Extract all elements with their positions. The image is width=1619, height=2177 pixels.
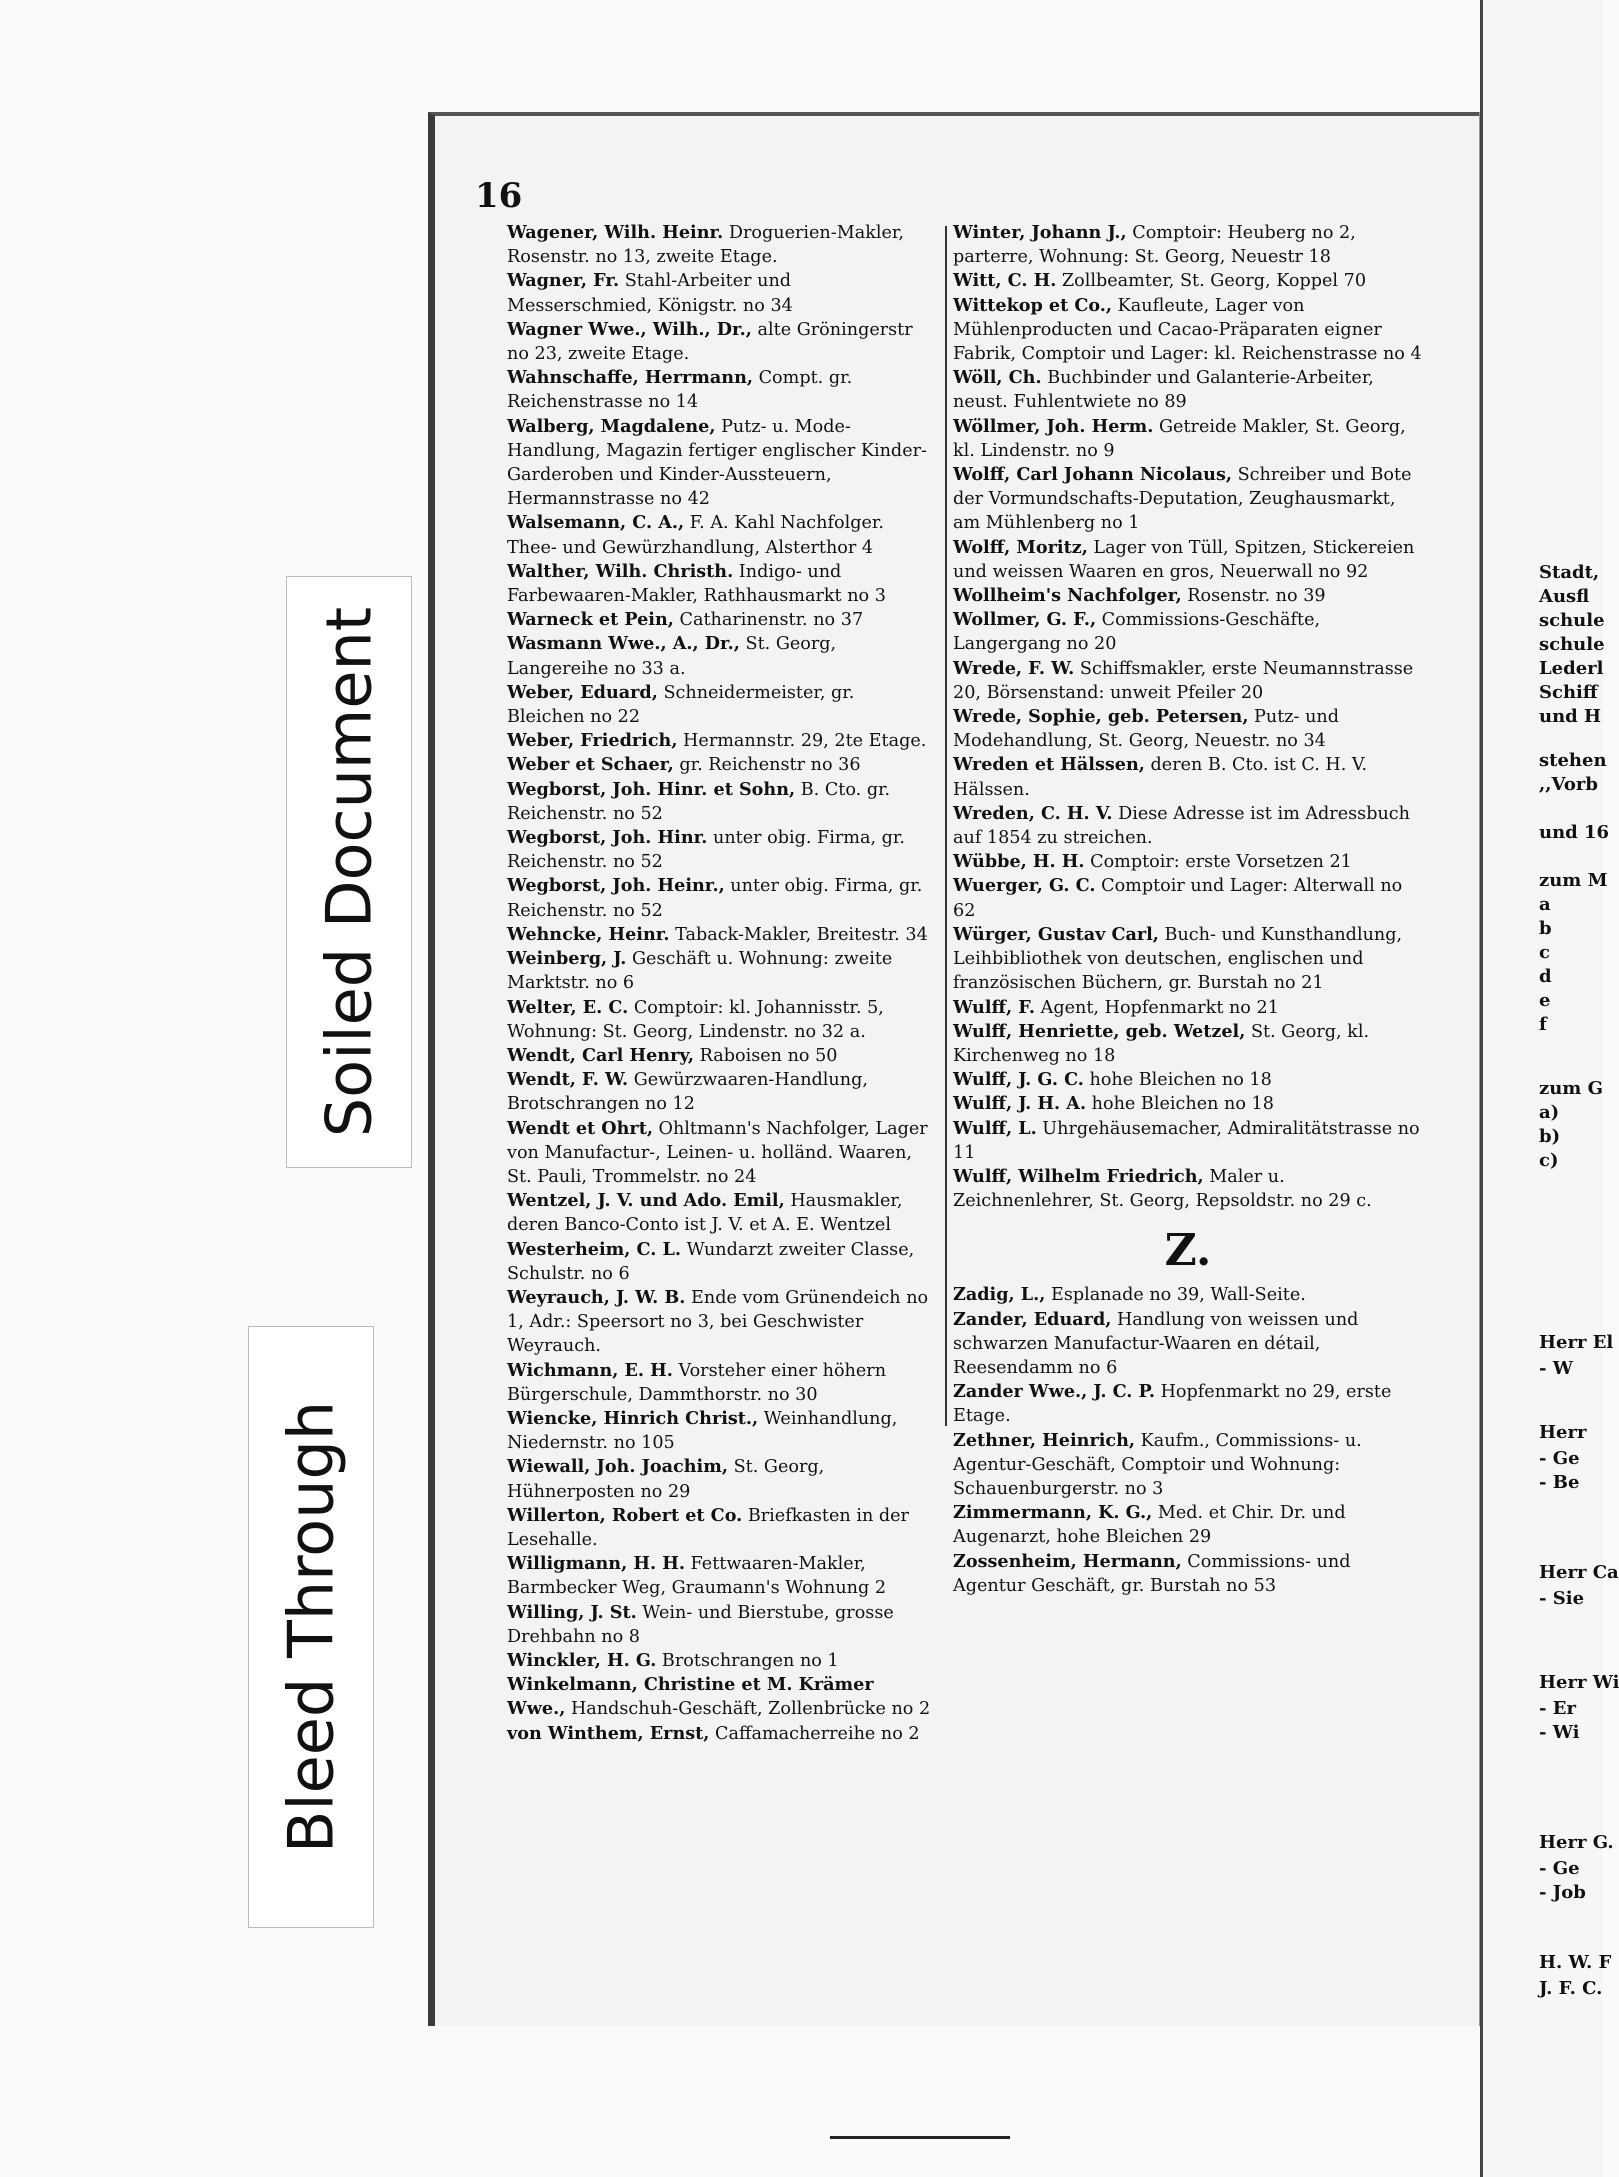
- entry-details: Wundarzt zweiter Classe, Schulstr. no 6: [507, 1239, 915, 1284]
- directory-entry: [953, 705, 1423, 753]
- adjacent-page-text: schule: [1539, 634, 1605, 655]
- directory-entry: [507, 1722, 937, 1746]
- directory-entry: [507, 1359, 937, 1407]
- entry-name: Wagener, Wilh. Heinr.: [507, 222, 724, 243]
- entry-details: hohe Bleichen no 18: [1083, 1070, 1272, 1091]
- entry-details: unter obig. Firma, gr. Reichenstr. no 52: [507, 876, 923, 921]
- adjacent-page-text: Herr: [1539, 1422, 1587, 1443]
- entry-details: Handlung von weissen und schwarzen Manufactur-Waaren en détail, Reesendamm no 6: [953, 1309, 1359, 1378]
- entry-details: Gewürzwaaren-Handlung, Brotschrangen no 12: [507, 1070, 868, 1115]
- directory-entry: [507, 269, 937, 317]
- entry-details: Taback-Makler, Breitestr. 34: [669, 924, 928, 945]
- adjacent-page-text: b): [1539, 1126, 1561, 1147]
- entry-name: Wittekop et Co.,: [953, 294, 1113, 316]
- entry-name: Wasmann Wwe., A., Dr.,: [507, 633, 740, 655]
- entry-details: Weinhandlung, Niedernstr. no 105: [507, 1408, 898, 1454]
- directory-entry: [507, 923, 937, 947]
- directory-entry: [953, 294, 1423, 367]
- adjacent-page-text: Stadt,: [1539, 562, 1600, 583]
- entry-name: Wulff, Henriette, geb. Wetzel,: [953, 1020, 1246, 1042]
- entry-name: Wendt, F. W.: [507, 1069, 629, 1091]
- entry-name: Wiewall, Joh. Joachim,: [507, 1456, 728, 1478]
- directory-entry: [953, 608, 1423, 656]
- entry-details: hohe Bleichen no 18: [1086, 1094, 1274, 1115]
- entry-details: B. Cto. gr. Reichenstr. no 52: [507, 779, 891, 824]
- entry-details: Schiffsmakler, erste Neumannstrasse 20, Börsenstand: unweit Pfeiler 20: [953, 658, 1414, 703]
- entry-name: Zander Wwe., J. C. P.: [953, 1381, 1155, 1403]
- directory-entry: [507, 753, 937, 777]
- directory-entry: [507, 1117, 937, 1190]
- entry-details: Med. et Chir. Dr. und Augenarzt, hohe Bleichen 29: [953, 1503, 1346, 1548]
- directory-entry: [953, 1020, 1423, 1068]
- entry-name: Wagner, Fr.: [507, 270, 620, 292]
- adjacent-page-text: - Ge: [1539, 1448, 1580, 1469]
- adjacent-page-text: Ausfl: [1539, 586, 1590, 607]
- entry-name: Wendt, Carl Henry,: [507, 1044, 695, 1066]
- entry-details: Schreiber und Bote der Vormundschafts-Deputation, Zeughausmarkt, am Mühlenberg no 1: [953, 465, 1412, 534]
- directory-entry: [953, 536, 1423, 584]
- entry-details: Zollbeamter, St. Georg, Koppel 70: [1056, 271, 1367, 292]
- adjacent-page-text: d: [1539, 966, 1552, 987]
- entry-name: Wulff, J. H. A.: [953, 1093, 1087, 1115]
- directory-entry: [507, 1189, 937, 1237]
- entry-name: Wulff, L.: [953, 1117, 1037, 1139]
- adjacent-page-text: Schiff: [1539, 682, 1598, 703]
- left-column: [507, 221, 937, 1746]
- entry-name: Wegborst, Joh. Hinr.: [507, 827, 708, 849]
- adjacent-page-text: Herr Wi: [1539, 1672, 1619, 1693]
- directory-entry: [507, 560, 937, 608]
- entry-name: Wrede, Sophie, geb. Petersen,: [953, 706, 1249, 728]
- entry-details: unter obig. Firma, gr. Reichenstr. no 52: [507, 828, 905, 873]
- adjacent-page-text: schule: [1539, 610, 1605, 631]
- adjacent-page-text: stehen: [1539, 750, 1607, 771]
- directory-entry: [507, 1649, 937, 1673]
- entry-name: Zossenheim, Hermann,: [953, 1550, 1182, 1572]
- directory-entry: [507, 608, 937, 632]
- entry-name: Witt, C. H.: [953, 270, 1057, 292]
- right-column: [953, 221, 1423, 1598]
- entry-name: Winkelmann, Christine et M. Krämer Wwe.,: [507, 1674, 874, 1720]
- adjacent-page-text: c: [1539, 942, 1550, 963]
- entry-details: Briefkasten in der Lesehalle.: [507, 1505, 909, 1550]
- adjacent-page-text: e: [1539, 990, 1551, 1011]
- adjacent-page-text: und 16: [1539, 822, 1610, 843]
- directory-entry: [953, 221, 1423, 269]
- adjacent-page-fragment: [1480, 0, 1619, 2177]
- directory-entry: [507, 1238, 937, 1286]
- directory-entry: [953, 1068, 1423, 1092]
- directory-entry: [953, 1283, 1423, 1307]
- entry-details: Buch- und Kunsthandlung, Leihbibliothek von deutschen, englischen und französischen Büchern, gr. Burstah no 21: [953, 924, 1403, 994]
- entry-details: Lager von Tüll, Spitzen, Stickereien und weissen Waaren en gros, Neuerwall no 92: [953, 537, 1415, 582]
- entry-name: Wollmer, G. F.,: [953, 609, 1097, 631]
- adjacent-page-text: Lederl: [1539, 658, 1604, 679]
- directory-entry: [953, 996, 1423, 1020]
- entry-name: Wübbe, H. H.: [953, 851, 1085, 873]
- entry-details: Getreide Makler, St. Georg, kl. Lindenstr. no 9: [953, 416, 1406, 461]
- entry-name: Wolff, Moritz,: [953, 536, 1088, 558]
- directory-entry: [953, 366, 1423, 414]
- directory-entry: [507, 221, 937, 269]
- entry-details: alte Gröningerstr no 23, zweite Etage.: [507, 319, 913, 365]
- adjacent-page-text: c): [1539, 1150, 1559, 1171]
- entry-details: Geschäft u. Wohnung: zweite Marktstr. no 6: [507, 949, 893, 994]
- entry-name: Wöll, Ch.: [953, 367, 1042, 389]
- entry-details: Diese Adresse ist im Adressbuch auf 1854 zu streichen.: [953, 803, 1410, 849]
- directory-entry: [507, 947, 937, 995]
- entry-details: Putz- und Modehandlung, St. Georg, Neuestr. no 34: [953, 707, 1340, 752]
- entry-details: F. A. Kahl Nachfolger. Thee- und Gewürzhandlung, Alsterthor 4: [507, 513, 884, 558]
- soiled-document-label: [286, 576, 412, 1168]
- entry-name: Welter, E. C.: [507, 996, 629, 1018]
- entry-name: Zander, Eduard,: [953, 1308, 1112, 1330]
- adjacent-page-text: - Wi: [1539, 1722, 1580, 1743]
- adjacent-page-text: - Be: [1539, 1472, 1580, 1493]
- entry-name: Zadig, L.,: [953, 1284, 1046, 1306]
- directory-entry: [953, 1165, 1423, 1213]
- directory-entry: [507, 511, 937, 559]
- entry-name: Weinberg, J.: [507, 948, 627, 970]
- adjacent-page-text: - W: [1539, 1358, 1573, 1379]
- column-divider: [945, 226, 947, 1426]
- adjacent-page-text: zum M: [1539, 870, 1608, 891]
- adjacent-page-text: - Ge: [1539, 1858, 1580, 1879]
- entry-details: Hermannstr. 29, 2te Etage.: [677, 731, 927, 752]
- entry-details: Agent, Hopfenmarkt no 21: [1035, 997, 1279, 1018]
- directory-entry: [507, 632, 937, 680]
- entry-details: Handschuh-Geschäft, Zollenbrücke no 2: [565, 1699, 931, 1720]
- directory-entry: [953, 1092, 1423, 1116]
- directory-entry: [507, 729, 937, 753]
- adjacent-page-text: Herr El: [1539, 1332, 1614, 1353]
- directory-entry: [507, 1601, 937, 1649]
- entry-details: Hopfenmarkt no 29, erste Etage.: [953, 1382, 1392, 1427]
- adjacent-page-text: ,,Vorb: [1539, 774, 1598, 795]
- entry-details: Compt. gr. Reichenstrasse no 14: [507, 368, 853, 413]
- entry-name: Willing, J. St.: [507, 1601, 637, 1623]
- entry-name: Walsemann, C. A.,: [507, 512, 685, 534]
- directory-entry: [507, 1673, 937, 1721]
- entry-name: Walberg, Magdalene,: [507, 415, 716, 437]
- adjacent-page-text: zum G: [1539, 1078, 1603, 1099]
- adjacent-page-text: J. F. C.: [1539, 1978, 1603, 1999]
- directory-entry: [953, 269, 1423, 293]
- entry-details: Ende vom Grünendeich no 1, Adr.: Speersort no 3, bei Geschwister Weyrauch.: [507, 1287, 929, 1357]
- directory-entry: [953, 753, 1423, 801]
- directory-entry: [953, 1308, 1423, 1381]
- adjacent-page-text: - Job: [1539, 1882, 1586, 1903]
- soiled-document-text: Soiled Document: [312, 606, 386, 1138]
- entry-details: Indigo- und Farbewaaren-Makler, Rathhausmarkt no 3: [507, 561, 886, 607]
- entry-details: Fettwaaren-Makler, Barmbecker Weg, Graumann's Wohnung 2: [507, 1554, 887, 1599]
- directory-entry: [507, 778, 937, 826]
- entry-name: Wahnschaffe, Herrmann,: [507, 367, 753, 389]
- entry-name: von Winthem, Ernst,: [507, 1722, 710, 1744]
- entry-details: Kaufm., Commissions- u. Agentur-Geschäft, Comptoir und Wohnung: Schauenburgerstr. no 3: [953, 1430, 1362, 1499]
- directory-entry: [507, 318, 937, 366]
- directory-entry: [507, 415, 937, 512]
- entry-name: Zimmermann, K. G.,: [953, 1502, 1153, 1524]
- entry-name: Weber, Eduard,: [507, 681, 658, 703]
- entry-name: Wreden et Hälssen,: [953, 754, 1145, 776]
- entry-details: Uhrgehäusemacher, Admiralitätstrasse no 11: [953, 1118, 1420, 1163]
- entry-details: Rosenstr. no 39: [1181, 586, 1326, 607]
- entry-details: Commissions- und Agentur Geschäft, gr. Burstah no 53: [953, 1551, 1351, 1596]
- entry-name: Wehncke, Heinr.: [507, 923, 670, 945]
- entry-details: Comptoir: erste Vorsetzen 21: [1084, 852, 1352, 873]
- section-letter-z: Z.: [1164, 1225, 1212, 1277]
- adjacent-page-text: - Er: [1539, 1698, 1576, 1719]
- entry-name: Wagner Wwe., Wilh., Dr.,: [507, 318, 752, 340]
- entry-details: St. Georg, Langereihe no 33 a.: [507, 634, 837, 679]
- directory-entry: [507, 681, 937, 729]
- directory-entry: [953, 1550, 1423, 1598]
- directory-entry: [507, 366, 937, 414]
- entry-details: Wein- und Bierstube, grosse Drehbahn no 8: [507, 1602, 894, 1647]
- entry-details: Commissions-Geschäfte, Langergang no 20: [953, 610, 1321, 655]
- entry-details: Raboisen no 50: [694, 1045, 838, 1066]
- entry-name: Wichmann, E. H.: [507, 1359, 673, 1381]
- directory-entry: [507, 1068, 937, 1116]
- directory-entry: [507, 1455, 937, 1503]
- directory-entry: [953, 1380, 1423, 1428]
- entry-name: Wrede, F. W.: [953, 657, 1075, 679]
- entry-name: Willigmann, H. H.: [507, 1553, 685, 1575]
- directory-entry: [953, 923, 1423, 996]
- directory-entry: [953, 1501, 1423, 1549]
- directory-entry: [507, 1044, 937, 1068]
- adjacent-page-text: Herr Ca: [1539, 1562, 1619, 1583]
- entry-details: Droguerien-Makler, Rosenstr. no 13, zweite Etage.: [507, 223, 904, 268]
- directory-entry: [507, 1407, 937, 1455]
- directory-entry: [953, 463, 1423, 536]
- bottom-rule: [830, 2136, 1010, 2139]
- entry-name: Wentzel, J. V. und Ado. Emil,: [507, 1190, 785, 1212]
- entry-details: Putz- u. Mode-Handlung, Magazin fertiger englischer Kinder-Garderoben und Kinder-Aussteuern, Hermannstrasse no 42: [507, 416, 927, 510]
- adjacent-page-text: Herr G.: [1539, 1832, 1614, 1853]
- entry-details: Hausmakler, deren Banco-Conto ist J. V. et A. E. Wentzel: [507, 1191, 903, 1236]
- entry-name: Westerheim, C. L.: [507, 1238, 681, 1260]
- entry-name: Weber et Schaer,: [507, 754, 674, 776]
- entry-details: Maler u. Zeichnenlehrer, St. Georg, Repsoldstr. no 29 c.: [953, 1166, 1372, 1212]
- entry-details: Brotschrangen no 1: [656, 1650, 839, 1671]
- directory-entry: [953, 1429, 1423, 1502]
- entry-details: Kaufleute, Lager von Mühlenproducten und Cacao-Präparaten eigner Fabrik, Comptoir und Lager: kl. Reichenstrasse no 4: [953, 295, 1422, 365]
- directory-entry: [953, 657, 1423, 705]
- directory-entry: [507, 996, 937, 1044]
- directory-entry: [507, 1286, 937, 1359]
- directory-entry: [953, 802, 1423, 850]
- entry-name: Wollheim's Nachfolger,: [953, 585, 1182, 607]
- entry-details: Catharinenstr. no 37: [673, 610, 864, 631]
- entry-name: Wreden, C. H. V.: [953, 802, 1113, 824]
- adjacent-page-text: und H: [1539, 706, 1602, 727]
- adjacent-page-text: - Sie: [1539, 1588, 1585, 1609]
- entry-name: Wegborst, Joh. Hinr. et Sohn,: [507, 778, 796, 800]
- bleed-through-text: Bleed Through: [274, 1400, 348, 1854]
- entry-name: Willerton, Robert et Co.: [507, 1504, 743, 1526]
- entry-details: Comptoir: kl. Johannisstr. 5, Wohnung: St. Georg, Lindenstr. no 32 a.: [507, 997, 884, 1042]
- entry-name: Weber, Friedrich,: [507, 730, 678, 752]
- entry-details: St. Georg, kl. Kirchenweg no 18: [953, 1021, 1370, 1066]
- entry-name: Warneck et Pein,: [507, 609, 674, 631]
- entry-details: Schneidermeister, gr. Bleichen no 22: [507, 682, 855, 728]
- entry-name: Wegborst, Joh. Heinr.,: [507, 875, 725, 897]
- entry-details: Stahl-Arbeiter und Messerschmied, Königstr. no 34: [507, 271, 793, 316]
- entry-details: gr. Reichenstr no 36: [673, 755, 861, 776]
- entry-name: Weyrauch, J. W. B.: [507, 1286, 686, 1308]
- entry-name: Winter, Johann J.,: [953, 222, 1127, 243]
- adjacent-page-text: f: [1539, 1014, 1547, 1035]
- entry-details: Esplanade no 39, Wall-Seite.: [1045, 1285, 1306, 1306]
- entry-name: Zethner, Heinrich,: [953, 1429, 1136, 1451]
- directory-entry: [953, 584, 1423, 608]
- entry-details: Comptoir und Lager: Alterwall no 62: [953, 876, 1403, 921]
- entry-name: Wiencke, Hinrich Christ.,: [507, 1407, 759, 1429]
- entry-details: Comptoir: Heuberg no 2, parterre, Wohnung: St. Georg, Neuestr 18: [953, 223, 1356, 268]
- entry-name: Wendt et Ohrt,: [507, 1117, 653, 1139]
- entry-name: Winckler, H. G.: [507, 1649, 657, 1671]
- entry-name: Wulff, Wilhelm Friedrich,: [953, 1165, 1204, 1187]
- entry-name: Wolff, Carl Johann Nicolaus,: [953, 464, 1232, 486]
- entry-name: Wöllmer, Joh. Herm.: [953, 415, 1154, 437]
- directory-entry: [507, 874, 937, 922]
- bleed-through-label: [248, 1326, 374, 1928]
- adjacent-page-text: a: [1539, 894, 1551, 915]
- directory-entry: [953, 415, 1423, 463]
- directory-entry: [953, 874, 1423, 922]
- page-number: 16: [475, 176, 523, 216]
- adjacent-page-text: b: [1539, 918, 1552, 939]
- directory-entry: [953, 850, 1423, 874]
- directory-entry: [507, 1504, 937, 1552]
- directory-page: [428, 112, 1479, 2026]
- entry-name: Wuerger, G. C.: [953, 875, 1096, 897]
- entry-details: St. Georg, Hühnerposten no 29: [507, 1457, 825, 1502]
- directory-entry: [953, 1117, 1423, 1165]
- adjacent-page-text: H. W. F: [1539, 1952, 1612, 1973]
- entry-name: Walther, Wilh. Christh.: [507, 560, 734, 582]
- entry-name: Wulff, J. G. C.: [953, 1069, 1084, 1091]
- adjacent-page-text: a): [1539, 1102, 1560, 1123]
- entry-details: Buchbinder und Galanterie-Arbeiter, neust. Fuhlentwiete no 89: [953, 368, 1374, 413]
- entry-details: Ohltmann's Nachfolger, Lager von Manufactur-, Leinen- u. holländ. Waaren, St. Pauli, Trommelstr. no 24: [507, 1118, 928, 1187]
- entry-details: Vorsteher einer höhern Bürgerschule, Dammthorstr. no 30: [507, 1360, 887, 1405]
- entry-name: Wulff, F.: [953, 996, 1036, 1018]
- entry-details: Caffamacherreihe no 2: [709, 1723, 920, 1744]
- directory-entry: [507, 1552, 937, 1600]
- entry-name: Würger, Gustav Carl,: [953, 923, 1159, 945]
- entry-details: deren B. Cto. ist C. H. V. Hälssen.: [953, 755, 1368, 800]
- directory-entry: [507, 826, 937, 874]
